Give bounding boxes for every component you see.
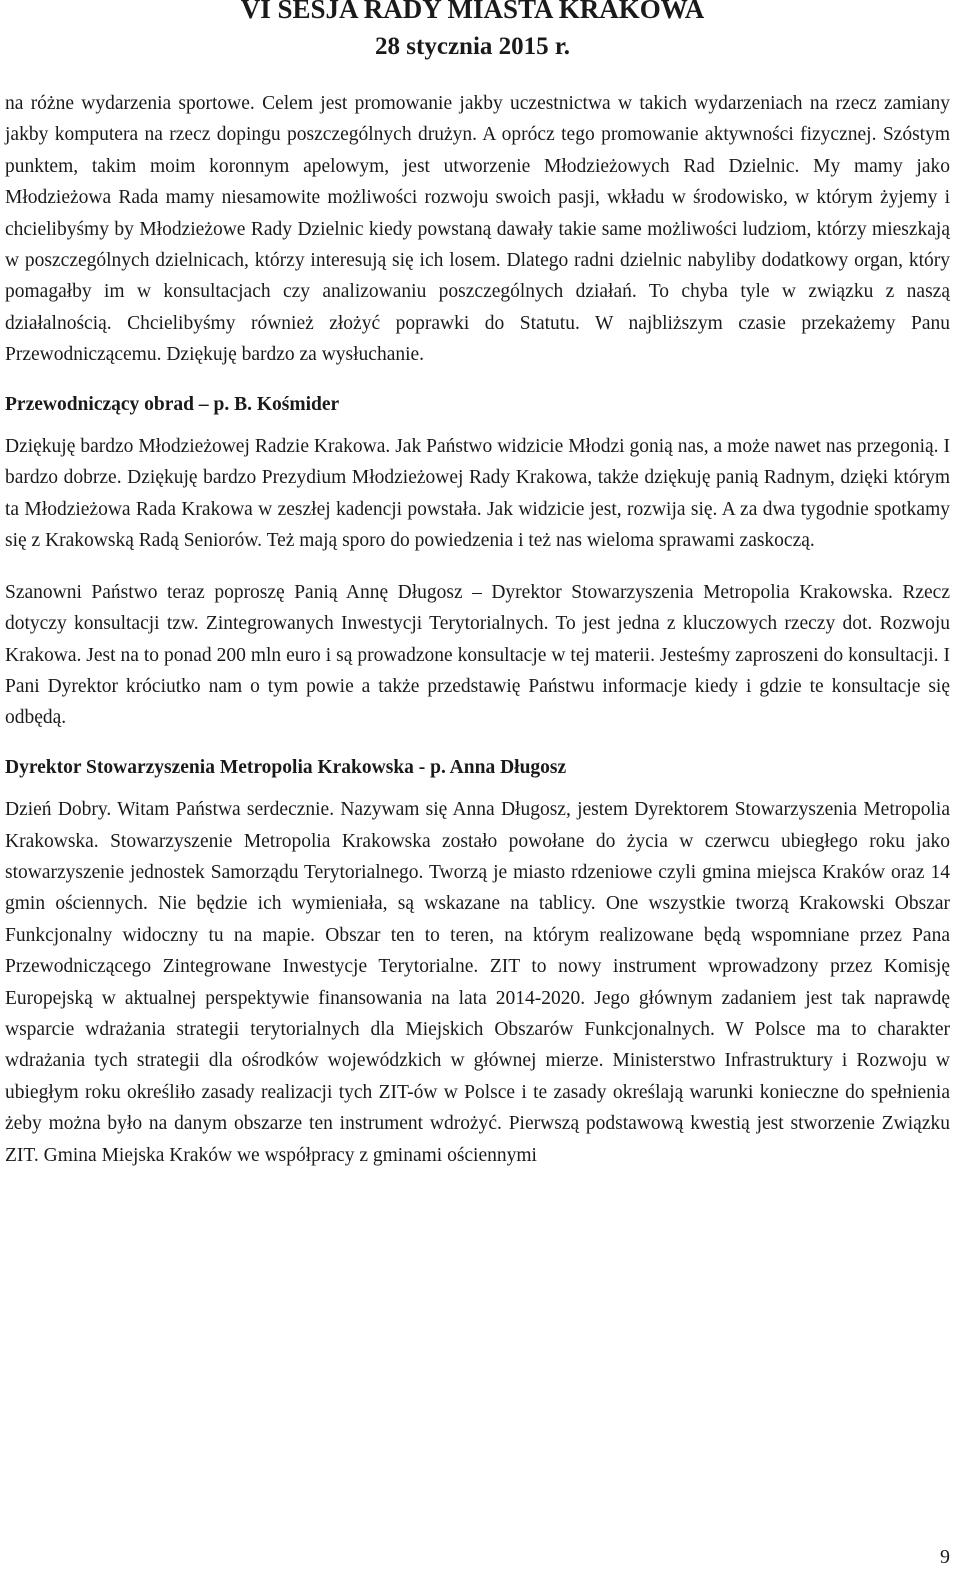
session-date: 28 stycznia 2015 r. — [375, 33, 570, 60]
paragraph: Szanowni Państwo teraz poproszę Panią Annę Długosz – Dyrektor Stowarzyszenia Metropolia Krakowska. Rzecz dotyczy konsultacji tzw. Zintegrowanych Inwestycji Terytorialnych. To jest jedna z kluczowych rzeczy dot. Rozwoju Krakowa. Jest na to ponad 200 mln euro i są prowadzone konsultacje w tej materii. Jesteśmy zaproszeni do konsultacji. I Pani Dyrektor króciutko nam o tym powie a także przedstawię Państwu informacje kiedy i gdzie te konsultacje się odbędą. — [5, 581, 950, 729]
document-page — [5, 0, 950, 62]
page-header — [0, 0, 950, 62]
session-title: VI SESJA RADY MIASTA KRAKOWA — [240, 0, 705, 21]
page-number: 9 — [940, 1546, 950, 1568]
paragraph: na różne wydarzenia sportowe. Celem jest promowanie jakby uczestnictwa w takich wydarzeniach na rzecz zamiany jakby komputera na rzecz dopingu poszczególnych drużyn. A oprócz tego promowanie aktywności fizycznej. Szóstym punktem, takim moim koronnym apelowym, jest utworzenie Młodzieżowych Rad Dzielnic. My mamy jako Młodzieżowa Rada mamy niesamowite możliwości rozwoju swoich pasji, wkładu w środowisko, w którym żyjemy i chcielibyśmy by Młodzieżowe Rady Dzielnic kiedy powstaną dawały takie same możliwości ludziom, którzy mieszkają w poszczególnych dzielnicach, którzy interesują się ich losem. Dlatego radni dzielnic nabyliby dodatkowy organ, który pomagałby im w konsultacjach czy analizowaniu poszczególnych działań. To chyba tyle w związku z naszą działalnością. Chcielibyśmy również złożyć poprawki do Statutu. W najbliższym czasie przekażemy Panu Przewodniczącemu. Dziękuję bardzo za wysłuchanie. — [5, 93, 950, 366]
speaker-heading: Przewodniczący obrad – p. B. Kośmider — [5, 393, 340, 415]
paragraph: Dziękuję bardzo Młodzieżowej Radzie Krakowa. Jak Państwo widzicie Młodzi gonią nas, a może nawet nas przegonią. I bardzo dobrze. Dziękuję bardzo Prezydium Młodzieżowej Rady Krakowa, także dziękuję panią Radnym, dzięki którym ta Młodzieżowa Rada Krakowa w zeszłej kadencji powstała. Jak widzicie jest, rozwija się. A za dwa tygodnie spotkamy się z Krakowską Radą Seniorów. Też mają sporo do powiedzenia i też nas wieloma sprawami zaskoczą. — [5, 436, 950, 552]
paragraph: Dzień Dobry. Witam Państwa serdecznie. Nazywam się Anna Długosz, jestem Dyrektorem Stowarzyszenia Metropolia Krakowska. Stowarzyszenie Metropolia Krakowska zostało powołane do życia w czerwcu ubiegłego roku jako stowarzyszenie jednostek Samorządu Terytorialnego. Tworzą je miasto rdzeniowe czyli gmina miejsca Kraków oraz 14 gmin ościennych. Nie będzie ich wymieniała, są wskazane na tablicy. One wszystkie tworzą Krakowski Obszar Funkcjonalny widoczny tu na mapie. Obszar ten to teren, na którym realizowane będą wspomniane przez Pana Przewodniczącego Zintegrowane Inwestycje Terytorialne. ZIT to nowy instrument wprowadzony przez Komisję Europejską w aktualnej perspektywie finansowania na lata 2014-2020. Jego głównym zadaniem jest tak naprawdę wsparcie wdrażania strategii terytorialnych dla Miejskich Obszarów Funkcjonalnych. W Polsce ma to charakter wdrażania tych strategii dla ośrodków wojewódzkich w głównej mierze. Ministerstwo Infrastruktury i Rozwoju w ubiegłym roku określiło zasady realizacji tych ZIT-ów w Polsce i te zasady określają warunki konieczne do spełnienia żeby można było na danym obszarze ten instrument wdrożyć. Pierwszą podstawową kwestią jest stworzenie Związku ZIT. Gmina Miejska Kraków we współpracy z gminami ościennymi — [5, 799, 950, 1166]
document-body — [5, 88, 950, 1171]
speaker-heading: Dyrektor Stowarzyszenia Metropolia Krakowska - p. Anna Długosz — [5, 756, 567, 778]
